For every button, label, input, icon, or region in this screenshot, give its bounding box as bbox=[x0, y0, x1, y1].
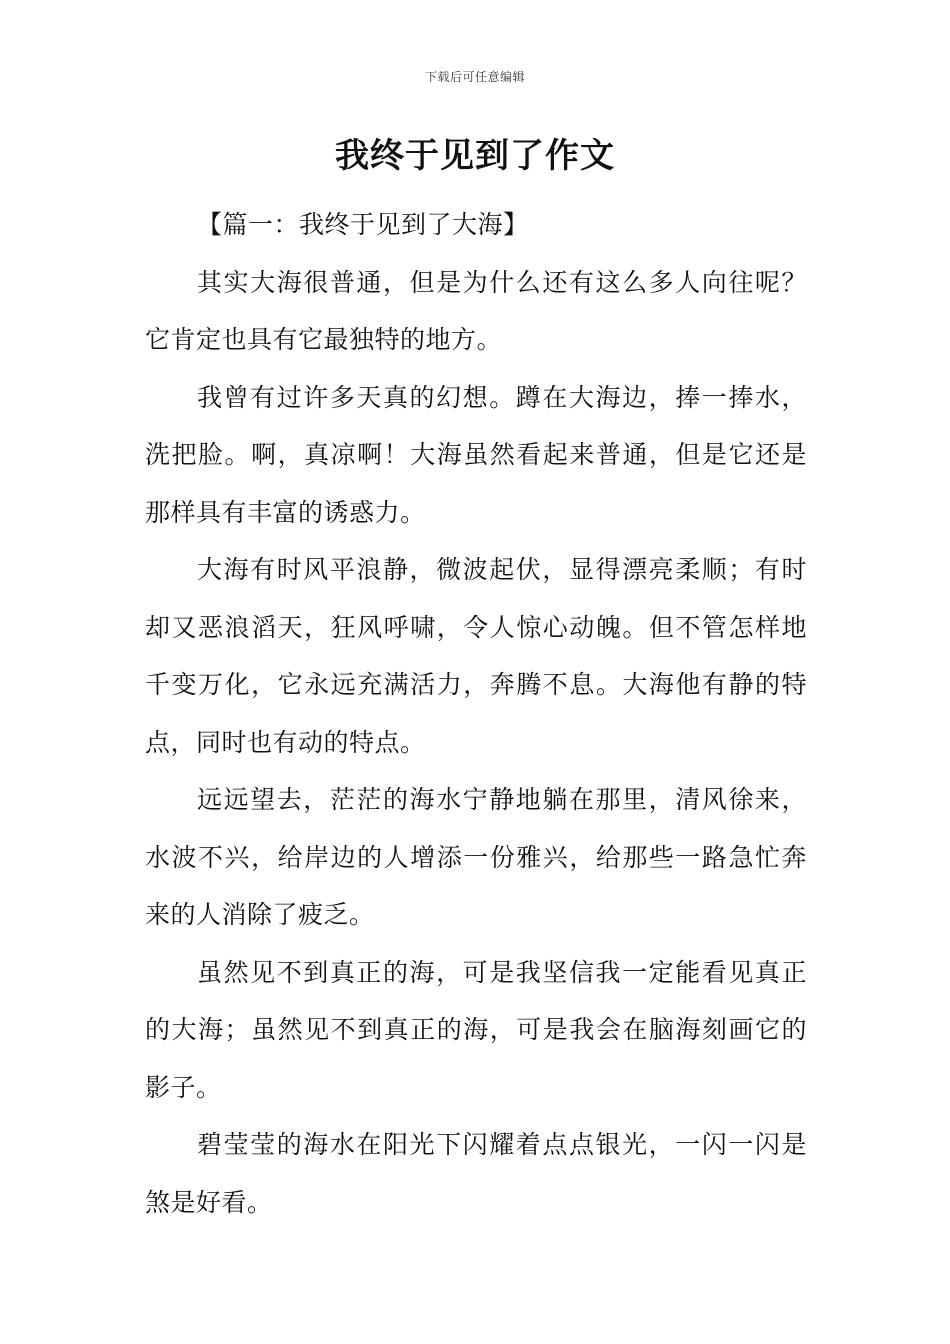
paragraph: 其实大海很普通，但是为什么还有这么多人向往呢？它肯定也具有它最独特的地方。 bbox=[145, 267, 807, 354]
section-heading: 【篇一：我终于见到了大海】 bbox=[197, 210, 529, 239]
paragraph: 远远望去，茫茫的海水宁静地躺在那里，清风徐来，水波不兴，给岸边的人增添一份雅兴，给那些一路急忙奔来的人消除了疲乏。 bbox=[145, 785, 807, 929]
paragraph: 大海有时风平浪静，微波起伏，显得漂亮柔顺；有时却又恶浪滔天，狂风呼啸，令人惊心动魄。但不管怎样地千变万化，它永远充满活力，奔腾不息。大海他有静的特点，同时也有动的特点。 bbox=[145, 555, 807, 757]
page-title: 我终于见到了作文 bbox=[335, 136, 615, 176]
paragraph: 碧莹莹的海水在阳光下闪耀着点点银光，一闪一闪是煞是好看。 bbox=[145, 1130, 807, 1217]
header-note: 下载后可任意编辑 bbox=[424, 70, 525, 84]
paragraph: 虽然见不到真正的海，可是我坚信我一定能看见真正的大海；虽然见不到真正的海，可是我会在脑海刻画它的影子。 bbox=[145, 957, 807, 1102]
document-body bbox=[145, 196, 807, 1231]
paragraph: 我曾有过许多天真的幻想。蹲在大海边，捧一捧水，洗把脸。啊，真凉啊！大海虽然看起来普通，但是它还是那样具有丰富的诱惑力。 bbox=[145, 382, 807, 527]
